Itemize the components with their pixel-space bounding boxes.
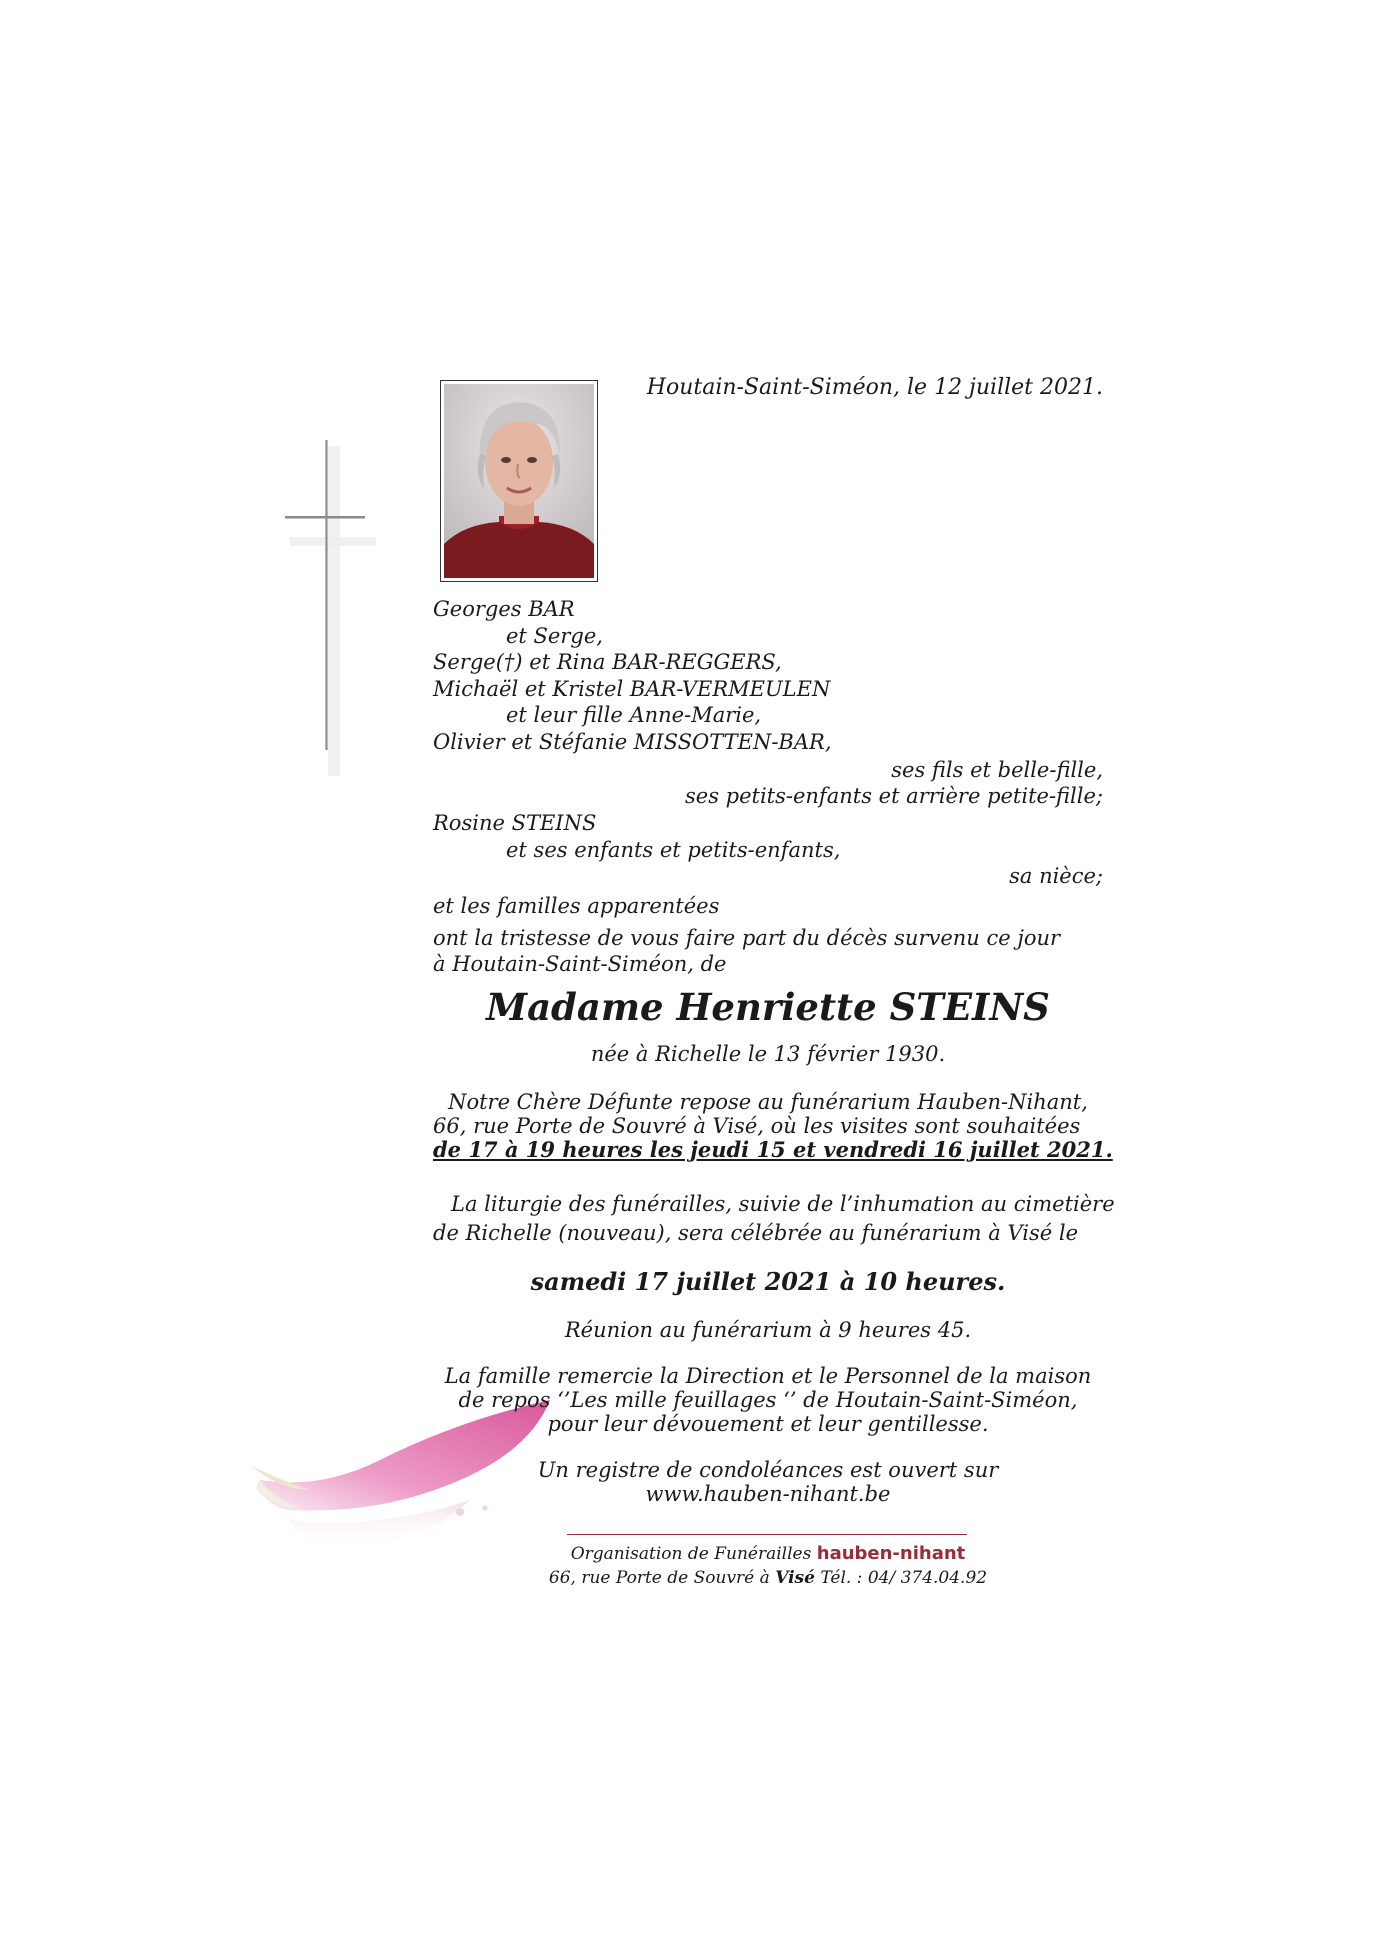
family-line: Georges BAR (433, 597, 575, 621)
family-line: et Serge, (506, 623, 603, 648)
birth-line: née à Richelle le 13 février 1930. (590, 1042, 946, 1066)
address-phone: Tél. : 04/ 374.04.92 (820, 1568, 988, 1588)
family-line: et leur fille Anne-Marie, (506, 703, 762, 728)
thanks-line: de repos ‘’Les mille feuillages ‘’ de Houtain-Saint-Siméon, (458, 1388, 1078, 1412)
register-link[interactable]: www.hauben-nihant.be (645, 1482, 891, 1506)
family-line: Rosine STEINS (433, 811, 597, 835)
relation-line: ses petits-enfants et arrière petite-fille; (684, 784, 1103, 808)
liturgy-line: La liturgie des funérailles, suivie de l’inhumation au cimetière (451, 1192, 1115, 1216)
liturgy-line: de Richelle (nouveau), sera célébrée au funérarium à Visé le (433, 1221, 1079, 1245)
cross-icon (280, 440, 380, 780)
visit-line: Notre Chère Défunte repose au funérarium Hauben-Nihant, (448, 1090, 1088, 1114)
deceased-portrait (440, 380, 598, 582)
organisation-prefix: Organisation de Funérailles (570, 1544, 812, 1564)
address-prefix: 66, rue Porte de Souvré à (548, 1568, 770, 1588)
family-line: et les familles apparentées (433, 894, 720, 918)
deceased-name: Madame Henriette STEINS (486, 985, 1050, 1029)
footer-divider (567, 1534, 967, 1535)
organisation-line (433, 1543, 1103, 1564)
announcement-line: ont la tristesse de vous faire part du décès survenu ce jour (433, 926, 1061, 950)
liturgy-paragraph (433, 1190, 1115, 1248)
announcement-line: à Houtain-Saint-Siméon, de (433, 952, 727, 976)
visit-hours: de 17 à 19 heures les jeudi 15 et vendredi 16 juillet 2021. (433, 1137, 1113, 1162)
relation-line: ses fils et belle-fille, (891, 758, 1103, 782)
family-block-3 (433, 893, 719, 920)
date-line: Houtain-Saint-Siméon, le 12 juillet 2021. (646, 375, 1103, 400)
address-line (433, 1568, 1103, 1588)
relation-line: sa nièce; (1009, 864, 1103, 888)
thanks-line: pour leur dévouement et leur gentillesse. (547, 1412, 989, 1436)
family-block-2 (433, 810, 840, 863)
register-line: Un registre de condoléances est ouvert sur (537, 1458, 999, 1482)
ceremony-date: samedi 17 juillet 2021 à 10 heures. (530, 1267, 1006, 1296)
visit-line: 66, rue Porte de Souvré à Visé, où les visites sont souhaitées (433, 1114, 1081, 1138)
register-paragraph (433, 1458, 1103, 1506)
brand-logo: hauben-nihant (816, 1543, 966, 1564)
family-line: et ses enfants et petits-enfants, (506, 837, 841, 862)
announcement-text (433, 925, 1060, 977)
family-line: Serge(†) et Rina BAR-REGGERS, (433, 650, 782, 675)
family-line: Olivier et Stéfanie MISSOTTEN-BAR, (433, 729, 832, 754)
address-city: Visé (775, 1568, 815, 1588)
gathering-line: Réunion au funérarium à 9 heures 45. (564, 1318, 972, 1342)
visit-paragraph (433, 1090, 1113, 1162)
family-block (433, 596, 832, 756)
family-line: Michaël et Kristel BAR-VERMEULEN (433, 676, 831, 701)
thanks-line: La famille remercie la Direction et le Personnel de la maison (444, 1364, 1092, 1388)
thanks-paragraph (433, 1364, 1103, 1436)
